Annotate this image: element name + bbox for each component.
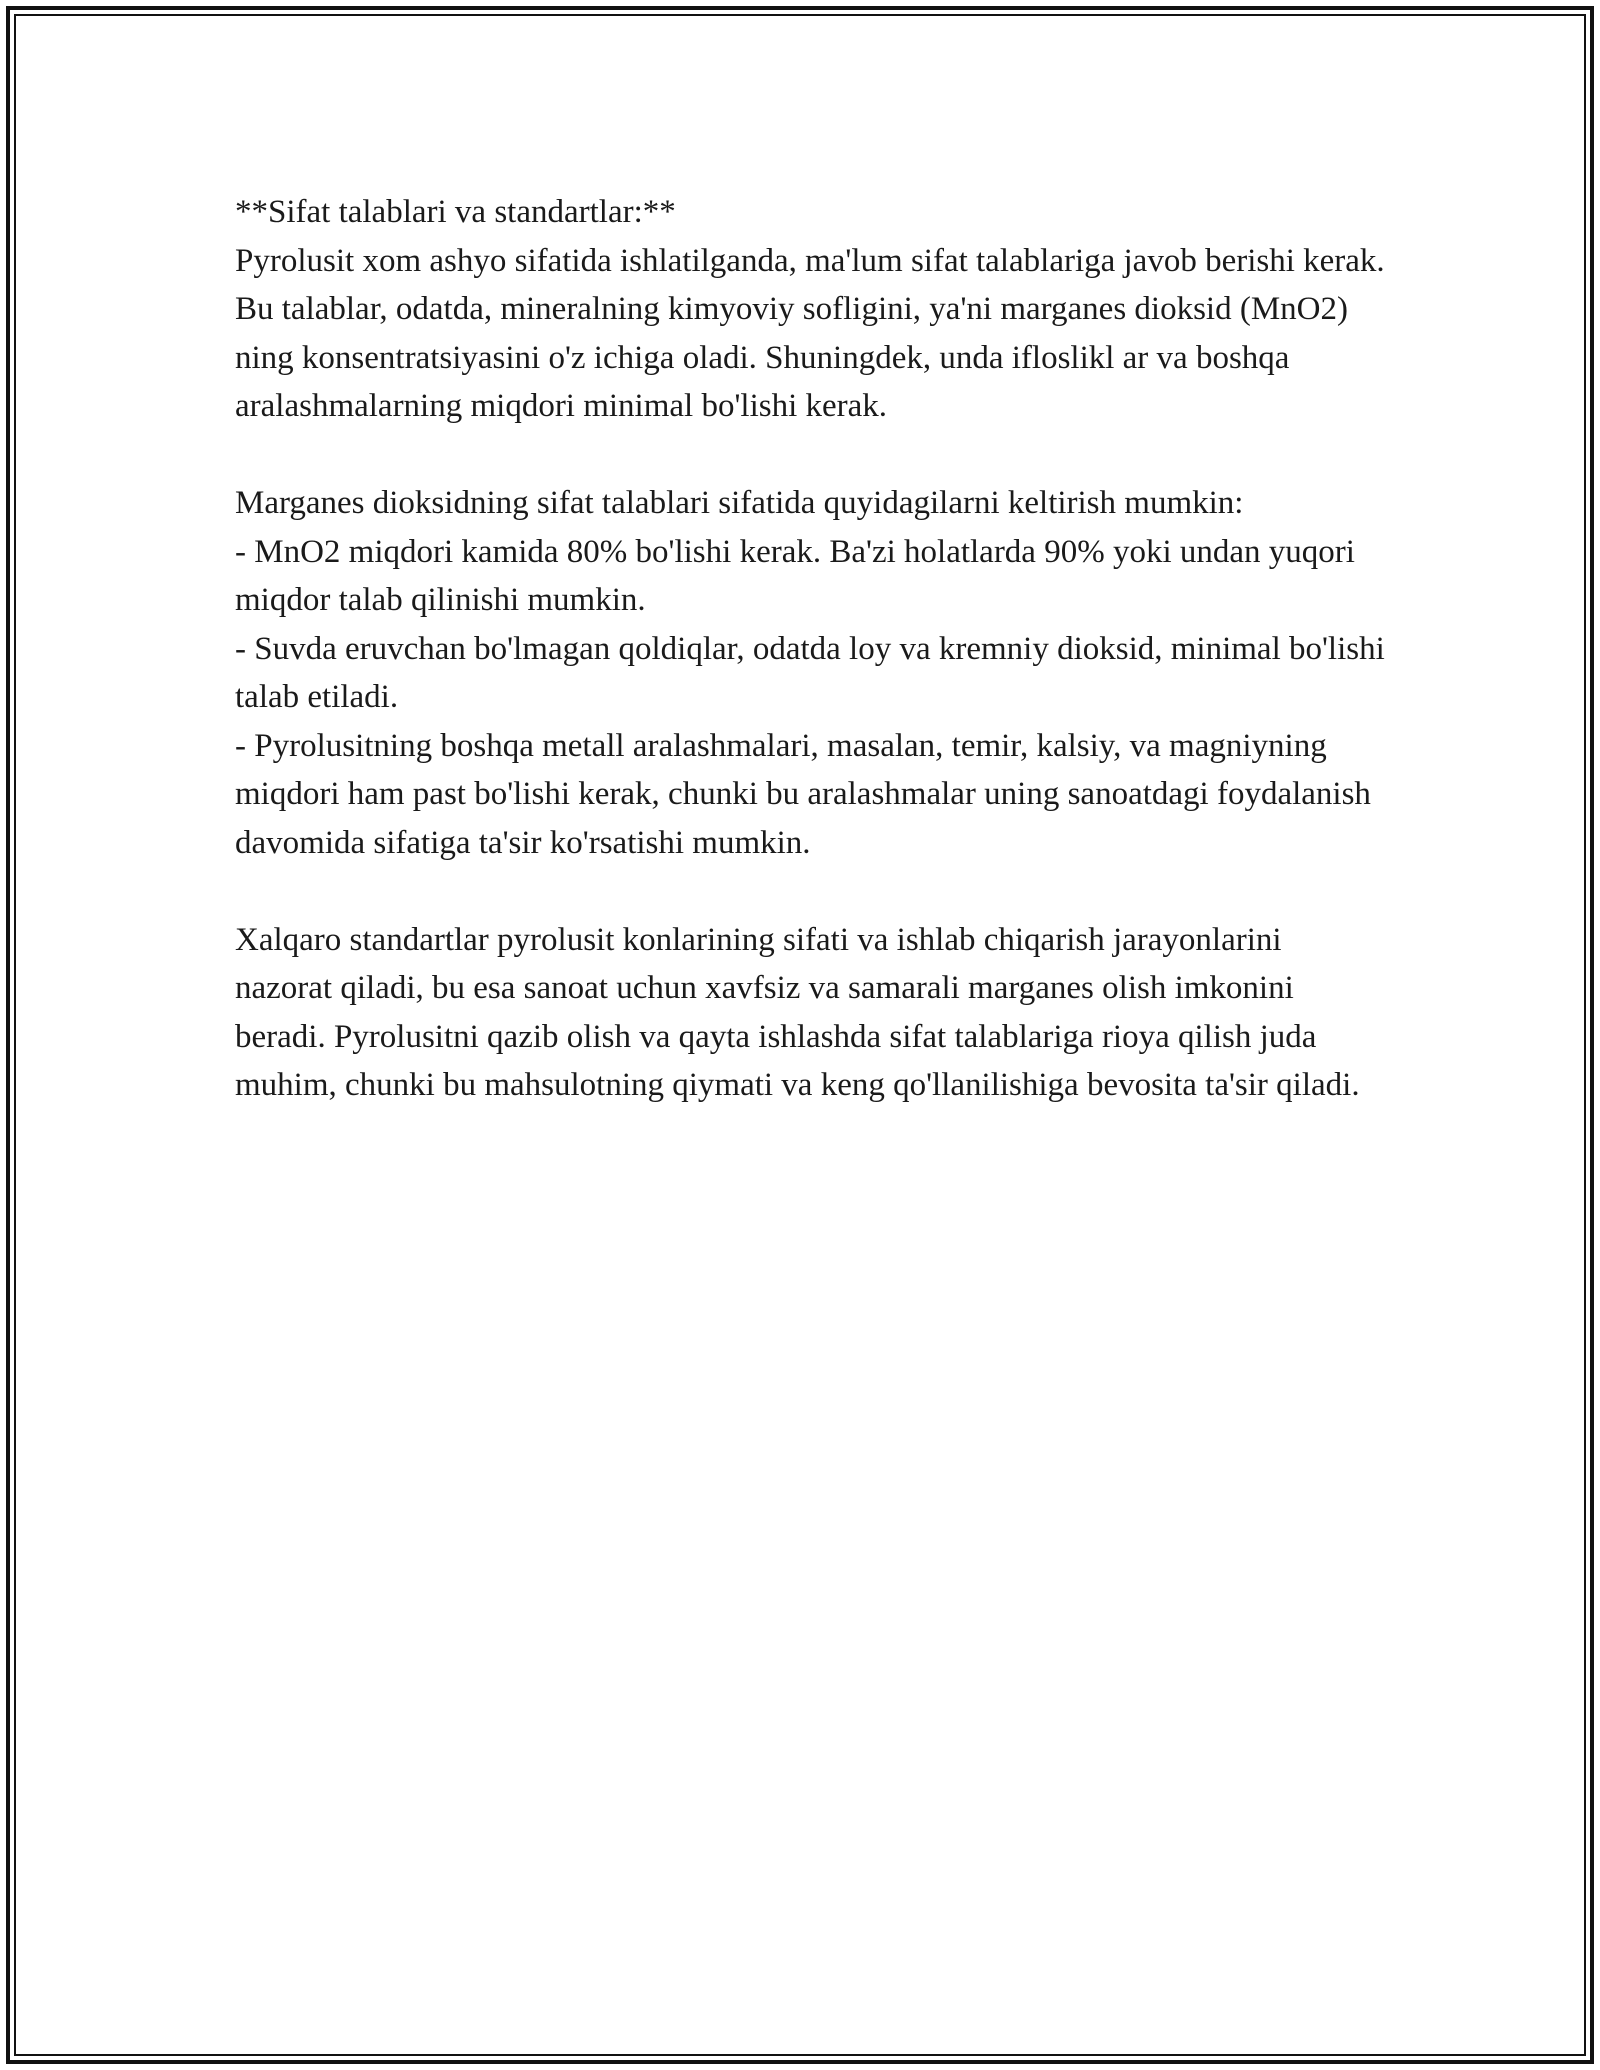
- section-heading: **Sifat talablari va standartlar:**: [235, 194, 676, 230]
- list-item: - MnO2 miqdori kamida 80% bo'lishi kerak. Ba'zi holatlarda 90% yoki undan yuqori miqdor talab qilinishi mumkin.: [235, 533, 1355, 618]
- list-item: - Pyrolusitning boshqa metall aralashmalari, masalan, temir, kalsiy, va magniyning miqdori ham past bo'lishi kerak, chunki bu aralashmalar uning sanoatdagi foydalanish davomida sifatiga ta'sir ko'rsatishi mumkin.: [235, 727, 1371, 861]
- document-body: [235, 188, 1385, 1110]
- paragraph-spacer: [235, 431, 1385, 480]
- list-item: - Suvda eruvchan bo'lmagan qoldiqlar, odatda loy va kremniy dioksid, minimal bo'lishi talab etiladi.: [235, 630, 1385, 715]
- paragraph-spacer: [235, 867, 1385, 916]
- closing-paragraph: Xalqaro standartlar pyrolusit konlarining sifati va ishlab chiqarish jarayonlarini nazorat qiladi, bu esa sanoat uchun xavfsiz va samarali marganes olish imkonini beradi. Pyrolusitni qazib olish va qayta ishlashda sifat talablariga rioya qilish juda muhim, chunki bu mahsulotning qiymati va keng qo'llanilishiga bevosita ta'sir qiladi.: [235, 921, 1360, 1103]
- list-intro: Marganes dioksidning sifat talablari sifatida quyidagilarni keltirish mumkin:: [235, 485, 1244, 521]
- intro-paragraph: Pyrolusit xom ashyo sifatida ishlatilganda, ma'lum sifat talablariga javob berishi kerak. Bu talablar, odatda, mineralning kimyoviy sofligini, ya'ni marganes dioksid (MnO2) ning konsentratsiyasini o'z ichiga oladi. Shuningdek, unda ifloslikl ar va boshqa aralashmalarning miqdori minimal bo'lishi kerak.: [235, 242, 1385, 424]
